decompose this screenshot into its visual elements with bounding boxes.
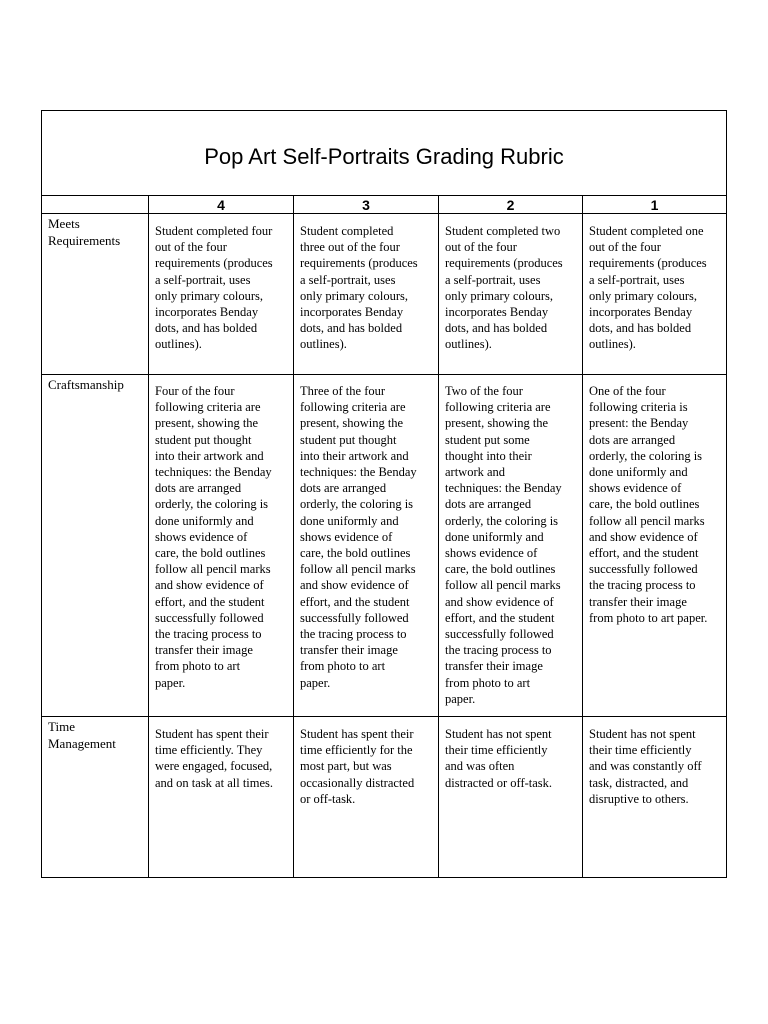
title-row xyxy=(42,111,726,196)
cell-craftsmanship-3: Three of the four following criteria are present, showing the student put thought into their artwork and techniques: the Benday dots are arranged orderly, the coloring is done uniformly and shows evidence of care, the bold outlines follow all pencil marks and show evidence of effort, and the student successfully followed the tracing process to transfer their image from photo to art paper. xyxy=(300,384,417,690)
column-divider xyxy=(148,195,149,877)
cell-time-3: Student has spent their time efficiently for the most part, but was occasionally distracted or off-task. xyxy=(300,727,415,806)
score-header-4: 4 xyxy=(217,197,225,213)
score-header-3: 3 xyxy=(362,197,370,213)
cell-craftsmanship-1: One of the four following criteria is present: the Benday dots are arranged orderly, the coloring is done uniformly and shows evidence of care, the bold outlines follow all pencil marks and show evidence of effort, and the student successfully followed the tracing process to transfer their image from photo to art paper. xyxy=(589,384,708,625)
cell-time-1: Student has not spent their time efficiently and was constantly off task, distracted, and disruptive to others. xyxy=(589,727,702,806)
column-divider xyxy=(293,195,294,877)
cell-time-2: Student has not spent their time efficiently and was often distracted or off-task. xyxy=(445,727,553,790)
row-label-time-management: Time Management xyxy=(48,719,116,751)
cell-craftsmanship-4: Four of the four following criteria are present, showing the student put thought into their artwork and techniques: the Benday dots are arranged orderly, the coloring is done uniformly and shows evidence of care, the bold outlines follow all pencil marks and show evidence of effort, and the student successfully followed the tracing process to transfer their image from photo to art paper. xyxy=(155,384,272,690)
row-divider xyxy=(42,716,726,717)
cell-requirements-1: Student completed one out of the four requirements (produces a self-portrait, uses only primary colours, incorporates Benday dots, and has bolded outlines). xyxy=(589,224,707,352)
page-title: Pop Art Self-Portraits Grading Rubric xyxy=(204,144,564,169)
rubric-table xyxy=(41,110,727,878)
cell-requirements-2: Student completed two out of the four requirements (produces a self-portrait, uses only primary colours, incorporates Benday dots, and has bolded outlines). xyxy=(445,224,563,352)
cell-requirements-4: Student completed four out of the four requirements (produces a self-portrait, uses only primary colours, incorporates Benday dots, and has bolded outlines). xyxy=(155,224,273,352)
cell-time-4: Student has spent their time efficiently. They were engaged, focused, and on task at all times. xyxy=(155,727,274,790)
score-header-2: 2 xyxy=(506,197,515,213)
column-divider xyxy=(582,195,583,877)
score-header-1: 1 xyxy=(650,197,659,213)
column-divider xyxy=(438,195,439,877)
row-label-meets-requirements: Meets Requirements xyxy=(48,216,121,248)
row-label-craftsmanship: Craftsmanship xyxy=(48,377,124,392)
cell-requirements-3: Student completed three out of the four requirements (produces a self-portrait, uses only primary colours, incorporates Benday dots, and has bolded outlines). xyxy=(300,224,418,352)
row-divider xyxy=(42,374,726,375)
cell-craftsmanship-2: Two of the four following criteria are present, showing the student put some thought into their artwork and techniques: the Benday dots are arranged orderly, the coloring is done uniformly and shows evidence of care, the bold outlines follow all pencil marks and show evidence of effort, and the student successfully followed the tracing process to transfer their image from photo to art paper. xyxy=(445,384,562,706)
